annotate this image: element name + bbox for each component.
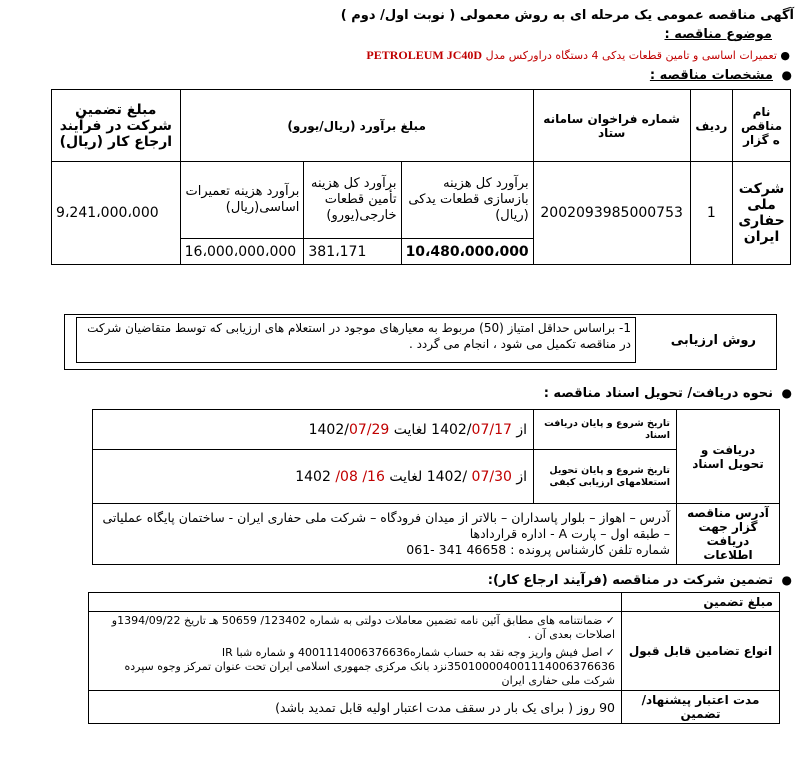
estimate-value-1: 10،480،000،000	[401, 239, 533, 265]
validity-label: مدت اعتبار پیشنهاد/ تضمین	[622, 691, 780, 724]
types-cell	[89, 612, 622, 691]
check-icon: ✓	[605, 646, 615, 659]
address-text: آدرس – اهواز – بلوار پاسداران – بالاتر از میدان فرودگاه – شرکت ملی حفاری ایران - ساختمان پایگاه عملیاتی – طبقه اول – پارت A - اداره قراردادها	[102, 510, 670, 541]
receive-dates-label: تاریخ شروع و پایان دریافت اسناد	[534, 410, 677, 450]
receive-label: دریافت و تحویل اسناد	[677, 410, 780, 504]
cell-guarantee: 9،241،000،000	[52, 162, 181, 265]
col-guarantee: مبلغ تضمین شرکت در فرآیند ارجاع کار (ریال)	[52, 90, 181, 162]
subject-model: PETROLEUM JC40D	[366, 48, 483, 62]
guarantee-type-2: ✓ اصل فیش واریز وجه نقد به حساب شماره4001114006376636 و شماره شبا IR 350100004001114006376636نزد بانک مرکزی جمهوری اسلامی ایران تحت عنوان تمرکز وجوه سپرده شرکت ملی حفاری ایران	[124, 646, 615, 687]
cell-organizer: شرکت ملی حفاری ایران	[733, 162, 791, 265]
col-organizer: نام مناقص ه گزار	[733, 90, 791, 162]
address-cell	[93, 504, 677, 565]
estimate-value-2: 381،171	[304, 239, 401, 265]
validity-text: 90 روز ( برای یک بار در سقف مدت اعتبار اولیه قابل تمدید باشد)	[89, 691, 622, 724]
types-label: انواع تضامین قابل قبول	[622, 612, 780, 691]
delivery-dates: از 07/30 /1402 لغایت 16/ 08/ 1402	[93, 450, 534, 504]
col-estimate: مبلغ برآورد (ریال/یورو)	[180, 90, 533, 162]
bullet-icon: ●	[781, 573, 792, 587]
docs-heading: ● نحوه دریافت/ تحویل اسناد مناقصه :	[543, 386, 792, 401]
col-call-number: شماره فراخوان سامانه ستاد	[533, 90, 690, 162]
guarantee-heading: ● تضمین شرکت در مناقصه (فرآیند ارجاع کار):	[487, 573, 792, 588]
address-label: آدرس مناقصه گزار جهت دریافت اطلاعات	[677, 504, 780, 565]
subject-heading: موضوع مناقصه :	[664, 27, 772, 42]
amount-cell	[89, 593, 622, 612]
check-icon: ✓	[605, 614, 615, 627]
col-row: ردیف	[690, 90, 732, 162]
specs-table	[51, 89, 791, 265]
bullet-icon: ●	[780, 49, 790, 62]
phone-text: شماره تلفن کارشناس پرونده : 46658 341 -061	[406, 542, 670, 557]
specs-heading: ● مشخصات مناقصه :	[649, 68, 792, 83]
delivery-dates-label: تاریخ شروع و پایان تحویل استعلامهای ارزیابی کیفی	[534, 450, 677, 504]
evaluation-text: 1- براساس حداقل امتیاز (50) مربوط به معیارهای موجود در استعلام های ارزیابی که توسط متقاضیان شرکت در مناقصه تکمیل می شود ، انجام می گردد .	[76, 317, 636, 363]
cell-row-index: 1	[690, 162, 732, 265]
guarantee-type-1: ✓ ضمانتنامه های مطابق آئین نامه تضمین معاملات دولتی به شماره 123402/ 50659 هـ تاریخ 1394/09/22و اصلاحات بعدی آن .	[111, 614, 615, 641]
estimate-label-3: برآورد هزینه تعمیرات اساسی(ریال)	[180, 162, 304, 239]
receive-dates: از 1402/07/17 لغایت 1402/07/29	[93, 410, 534, 450]
evaluation-label: روش ارزیابی	[670, 333, 756, 348]
subject-line	[366, 48, 790, 63]
estimate-label-2: برآورد کل هزینه تأمین قطعات خارجی(یورو)	[304, 162, 401, 239]
docs-table	[92, 409, 780, 565]
subject-text: تعمیرات اساسی و تامین قطعات یدکی 4 دستگاه دراورکس مدل	[485, 49, 777, 62]
estimate-label-1: برآورد کل هزینه بازسازی قطعات یدکی (ریال)	[401, 162, 533, 239]
bullet-icon: ●	[781, 386, 792, 400]
evaluation-box	[64, 314, 777, 370]
guarantee-table	[88, 592, 780, 724]
estimate-value-3: 16،000،000،000	[180, 239, 304, 265]
cell-call-number: 2002093985000753	[533, 162, 690, 265]
bullet-icon: ●	[781, 68, 792, 82]
page-title: آگهی مناقصه عمومی یک مرحله ای به روش معمولی ( نوبت اول/ دوم )	[340, 8, 794, 23]
amount-label: مبلغ تضمین	[622, 593, 780, 612]
